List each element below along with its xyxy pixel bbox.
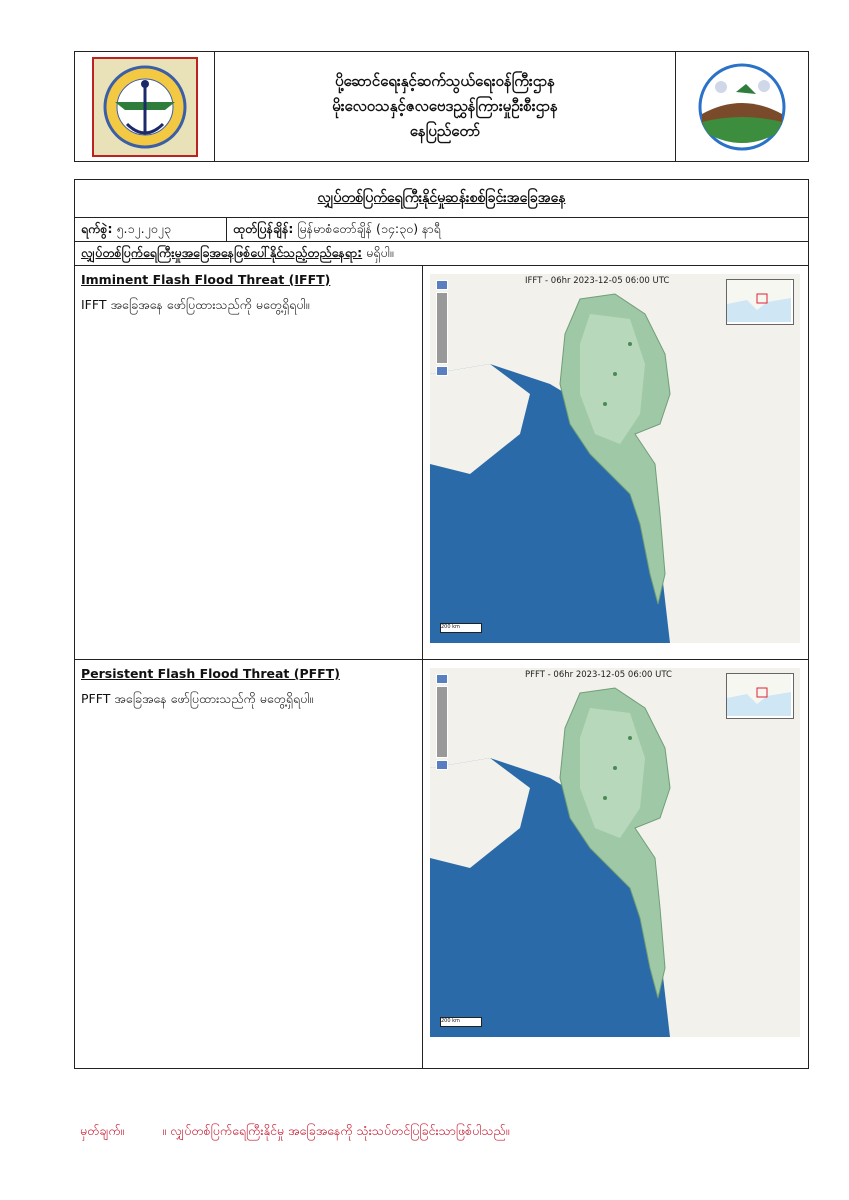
ifft-map-label: IFFT - 06hr 2023-12-05 06:00 UTC bbox=[525, 276, 670, 286]
ifft-heading: Imminent Flash Flood Threat (IFFT) bbox=[81, 272, 331, 287]
status-value: မရှိပါ။ bbox=[366, 245, 394, 260]
header-line-city: နေပြည်တော် bbox=[409, 122, 481, 140]
pfft-zoom-control[interactable] bbox=[436, 674, 446, 772]
ministry-logo bbox=[75, 52, 215, 161]
pfft-section bbox=[75, 660, 808, 1068]
status-row bbox=[75, 242, 808, 266]
note-text: ။ လျှပ်တစ်ပြက်ရေကြီးနိုင်မှု အခြေအနေကို သုံးသပ်တင်ပြခြင်းသာဖြစ်ပါသည်။ bbox=[162, 1123, 510, 1138]
pfft-heading: Persistent Flash Flood Threat (PFFT) bbox=[81, 666, 340, 681]
header-title bbox=[215, 52, 675, 161]
date-value: ၅.၁၂.၂၀၂၃ bbox=[116, 221, 171, 236]
ifft-map-graphic bbox=[430, 274, 800, 643]
pfft-map-label: PFFT - 06hr 2023-12-05 06:00 UTC bbox=[525, 670, 672, 680]
zoom-slider[interactable] bbox=[436, 292, 448, 364]
zoom-out-button[interactable] bbox=[436, 760, 448, 770]
issue-cell bbox=[233, 221, 441, 240]
status-cell bbox=[81, 245, 394, 264]
zoom-slider[interactable] bbox=[436, 686, 448, 758]
pfft-map bbox=[430, 668, 800, 1037]
hydrology-logo bbox=[675, 52, 808, 161]
ifft-zoom-control[interactable] bbox=[436, 280, 446, 378]
ifft-section bbox=[75, 266, 808, 660]
zoom-out-button[interactable] bbox=[436, 366, 448, 376]
pfft-inset-map bbox=[726, 673, 794, 719]
pfft-map-graphic bbox=[430, 668, 800, 1037]
ifft-inset-map bbox=[726, 279, 794, 325]
report-title: လျှပ်တစ်ပြက်ရေကြီးနိုင်မှုဆန်းစစ်ခြင်းအခြေအနေ bbox=[75, 180, 808, 218]
zoom-in-button[interactable] bbox=[436, 280, 448, 290]
status-label: လျှပ်တစ်ပြက်ရေကြီးမှုအခြေအနေဖြစ်ပေါ်နိုင်သည့်တည်နေရာ: bbox=[81, 245, 363, 260]
footer-note bbox=[80, 1123, 547, 1142]
zoom-in-button[interactable] bbox=[436, 674, 448, 684]
column-divider bbox=[422, 660, 423, 1068]
ifft-description: IFFT အခြေအနေ ဖော်ပြထားသည်ကို မတွေ့ရှိရပါ။ bbox=[81, 297, 310, 312]
ifft-map bbox=[430, 274, 800, 643]
document-header bbox=[74, 51, 809, 162]
pfft-scale-bar: 200 km bbox=[440, 1017, 482, 1027]
header-line-ministry: ပို့ဆောင်ရေးနှင့်ဆက်သွယ်ရေးဝန်ကြီးဌာန bbox=[335, 72, 555, 90]
assessment-table bbox=[74, 179, 809, 1069]
ifft-scale-bar: 200 km bbox=[440, 623, 482, 633]
header-line-department: မိုးလေဝသနှင့်ဇလဗေဒညွှန်ကြားမှုဦးစီးဌာန bbox=[332, 97, 558, 115]
pfft-description: PFFT အခြေအနေ ဖော်ပြထားသည်ကို မတွေ့ရှိရပါ။ bbox=[81, 691, 314, 706]
date-cell bbox=[81, 221, 171, 240]
issue-value: မြန်မာစံတော်ချိန် (၁၄:၃၀) နာရီ bbox=[297, 221, 441, 236]
date-label: ရက်စွဲ: bbox=[81, 221, 113, 236]
issue-label: ထုတ်ပြန်ချိန်: bbox=[233, 221, 294, 236]
column-divider bbox=[422, 266, 423, 659]
cell-divider bbox=[226, 218, 227, 241]
note-label: မှတ်ချက်။ bbox=[80, 1123, 125, 1138]
date-issue-row bbox=[75, 218, 808, 242]
